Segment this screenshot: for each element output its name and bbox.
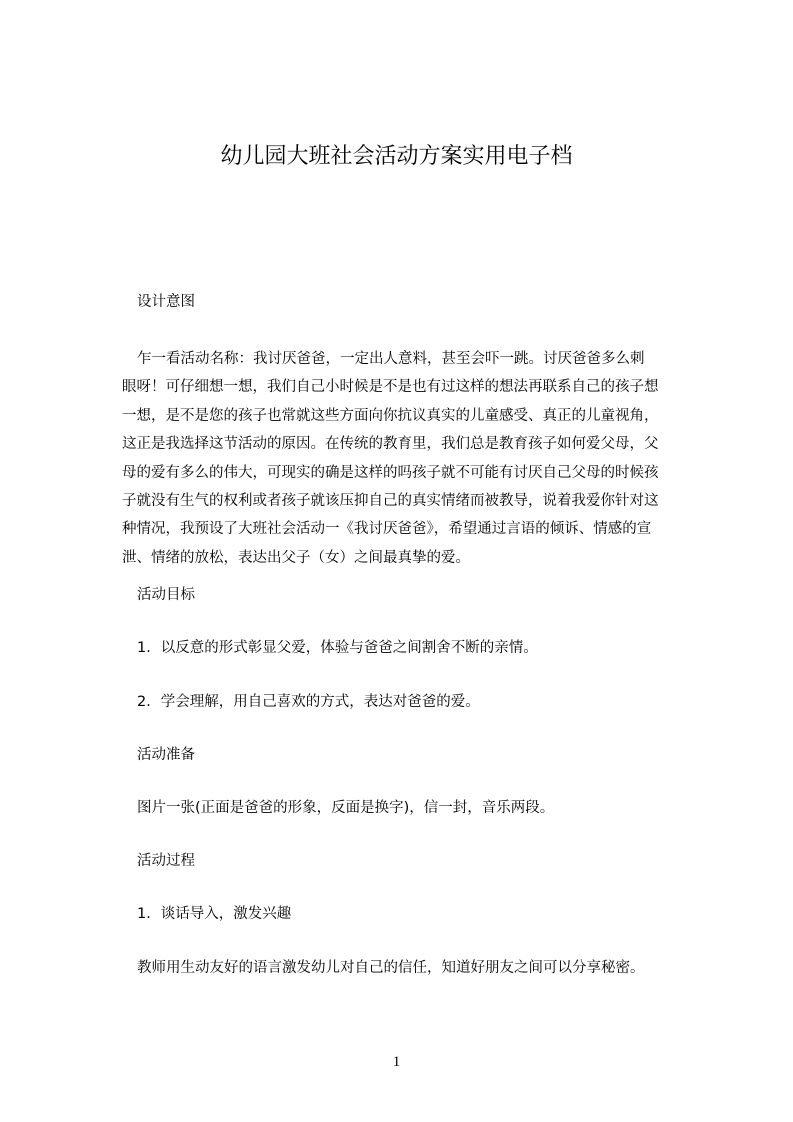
paragraph-line: 泄、情绪的放松，表达出父子（女）之间最真挚的爱。 [122,549,470,566]
process-heading: 活动过程 [137,853,195,869]
process-step-1: 1．谈话导入，激发兴趣 [137,906,292,922]
preparation-heading: 活动准备 [137,747,195,763]
paragraph-line: 这正是我选择这节活动的原因。在传统的教育里，我们总是教育孩子如何爱父母，父 [122,436,659,453]
goal-item-2: 2．学会理解，用自己喜欢的方式，表达对爸爸的爱。 [137,694,480,710]
preparation-text: 图片一张(正面是爸爸的形象，反面是换字)，信一封，音乐两段。 [137,800,555,816]
goal-item-1: 1．以反意的形式彰显父爱，体验与爸爸之间割舍不断的亲情。 [137,640,538,656]
design-intent-heading: 设计意图 [137,294,195,310]
paragraph-line: 子就没有生气的权利或者孩子就该压抑自己的真实情绪而被教导，说着我爱你针对这 [122,493,659,510]
page-number: 1 [392,1054,401,1070]
paragraph-line: 一想，是不是您的孩子也常就这些方面向你抗议真实的儿童感受、真正的儿童视角， [122,407,659,424]
process-step-1-text: 教师用生动友好的语言激发幼儿对自己的信任，知道好朋友之间可以分享秘密。 [137,960,645,976]
paragraph-line: 乍一看活动名称：我讨厌爸爸，一定出人意料，甚至会吓一跳。讨厌爸爸多么刺 [137,351,645,367]
paragraph-line: 种情况，我预设了大班社会活动一《我讨厌爸爸》，希望通过言语的倾诉、情感的宣 [122,521,652,538]
design-intent-paragraph [122,345,717,572]
paragraph-line: 母的爱有多么的伟大，可现实的确是这样的吗孩子就不可能有讨厌自己父母的时候孩 [122,464,659,481]
document-title: 幼儿园大班社会活动方案实用电子档 [220,144,573,169]
paragraph-line: 眼呀！可仔细想一想，我们自己小时候是不是也有过这样的想法再联系自己的孩子想 [122,379,659,396]
goals-heading: 活动目标 [137,587,195,603]
